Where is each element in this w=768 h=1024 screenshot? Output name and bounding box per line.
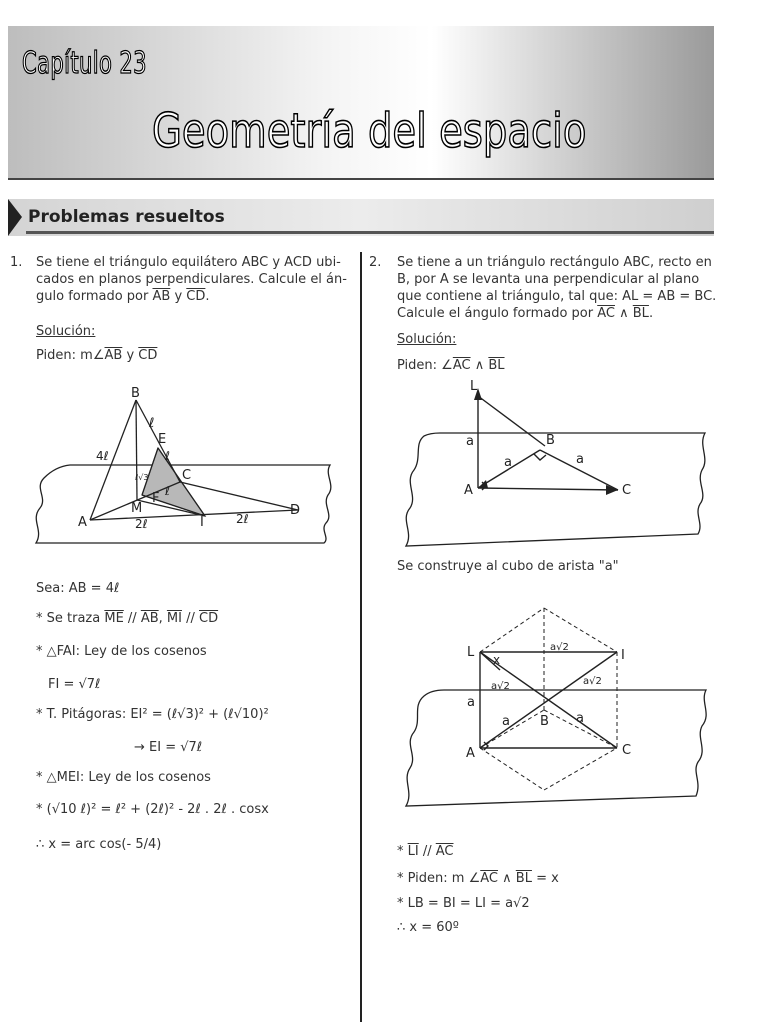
piden2-wedge: ∧ [470,358,489,373]
fig1-label-l3: ℓ [165,484,170,498]
fig2b-label-A: A [466,746,475,761]
conj-y: y [174,289,183,304]
fig2a-label-a2: a [504,455,512,470]
fig2b-label-B: B [540,714,549,729]
period2: . [648,306,654,321]
fig1-label-B: B [131,386,140,401]
step-sea: Sea: AB = 4ℓ [36,581,120,596]
fig2b-label-asq1: a√2 [550,642,569,653]
seg-li: $\overline{LI}$ [407,844,419,859]
fig2b-label-C: C [622,743,632,758]
piden-prefix: Piden: m∠ [36,348,105,363]
problem2-piden [397,357,505,374]
par2: // [181,611,199,626]
cube-text: Se construye al cubo de arista "a" [397,559,619,574]
fig1-label-E: E [158,432,167,447]
problem1-solution-label: Solución: [36,324,96,339]
problem1-figure [30,380,340,550]
problem2-solution-label: Solución: [397,332,457,347]
problem2-line4-text: Calcule el ángulo formado por [397,306,594,321]
step-mei: * △MEI: Ley de los cosenos [36,770,211,785]
problem2-number: 2. [369,255,382,270]
seg-ac2: $\overline{AC}$ [435,844,454,859]
fig2a-label-A: A [464,483,473,498]
step-fi: FI = √7ℓ [48,677,101,692]
traza-prefix: * Se traza [36,611,105,626]
section-underline [26,231,714,234]
section-title: Problemas resueltos [28,207,225,227]
fig1-label-l1: ℓ [149,416,155,431]
step-therefore: ∴ x = arc cos(- 5/4) [36,837,162,852]
fig1-label-D: D [290,503,301,518]
fig2a-label-C: C [622,483,632,498]
fig2b-label-a2: a [502,714,510,729]
problem2-figure1 [400,378,720,548]
wedge: ∧ [614,306,633,321]
fig2a-label-a1: a [466,434,474,449]
piden2-prefix: Piden: ∠ [397,358,453,373]
seg-mi: $\overline{MI}$ [166,611,182,626]
comma: , [158,611,167,626]
segment-ab: $\overline{AB}$ [152,289,171,304]
segment-cd: $\overline{CD}$ [186,289,206,304]
fig1-label-C: C [182,468,192,483]
step2-therefore: ∴ x = 60º [397,920,459,935]
fig2b-label-a1: a [467,695,475,710]
li-prefix: * [397,844,408,859]
period: . [205,289,210,304]
seg-cd2: $\overline{CD}$ [199,611,219,626]
seg-ab2: $\overline{AB}$ [140,611,159,626]
fig1-label-2l-2: 2ℓ [236,512,249,526]
problem1-piden [36,347,157,364]
problem2-figure2 [400,600,720,815]
section-arrow-icon [8,199,22,236]
par1: // [123,611,141,626]
fig1-label-F: F [152,491,160,506]
problem2-line2: B, por A se levanta una perpendicular al plano [397,272,700,287]
piden2-bl: $\overline{BL}$ [488,358,505,373]
step2-lb: * LB = BI = LI = a√2 [397,896,530,911]
step-traza [36,610,218,627]
piden3-ac: $\overline{AC}$ [480,871,498,886]
piden3-eq: = x [531,871,559,886]
problem1-line1: Se tiene el triángulo equilátero ABC y ACD ubi- [36,255,341,270]
problem2-line1: Se tiene a un triángulo rectángulo ABC, recto en [397,255,712,270]
seg-me: $\overline{ME}$ [104,611,124,626]
problem1-line3 [36,288,210,305]
fig2b-label-L: L [467,645,475,660]
fig1-label-A: A [78,515,87,530]
fig1-label-2l-1: 2ℓ [135,517,148,531]
problem1-line3-text: gulo formado por [36,289,149,304]
fig2b-label-a3: a [576,711,584,726]
step2-li [397,843,454,860]
step-pitagoras: * T. Pitágoras: EI² = (ℓ√3)² + (ℓ√10)² [36,707,269,722]
fig1-label-lsqrt3: ℓ√3 [135,473,149,482]
piden3-bl: $\overline{BL}$ [515,871,532,886]
fig2b-label-x: x [493,653,501,667]
li-par: // [418,844,436,859]
chapter-number: Capítulo 23 [22,46,147,81]
piden3-prefix: * Piden: m ∠ [397,871,481,886]
problem1-number: 1. [10,255,23,270]
fig1-label-l2: ℓ [165,449,170,463]
step-equation: * (√10 ℓ)² = ℓ² + (2ℓ)² - 2ℓ . 2ℓ . cosx [36,802,269,817]
fig2b-label-I: I [621,648,625,663]
fig2b-label-asq2: a√2 [491,681,510,692]
piden-ab: $\overline{AB}$ [104,348,123,363]
segment-bl: $\overline{BL}$ [632,306,649,321]
fig1-label-M: M [131,501,143,516]
piden-cd: $\overline{CD}$ [138,348,158,363]
fig1-label-I: I [200,515,204,530]
piden3-wedge: ∧ [498,871,516,886]
chapter-title: Geometría del espacio [152,104,587,159]
column-divider [360,252,362,1022]
piden2-ac: $\overline{AC}$ [452,358,471,373]
step-fai: * △FAI: Ley de los cosenos [36,644,207,659]
step-ei: → EI = √7ℓ [134,740,203,755]
fig2a-label-L: L [470,379,478,394]
fig2a-label-a3: a [576,452,584,467]
problem2-line3: que contiene al triángulo, tal que: AL = AB = BC. [397,289,717,304]
fig1-label-4l: 4ℓ [96,449,109,463]
problem2-line4 [397,305,653,322]
problem1-line2: cados en planos perpendiculares. Calcule el án- [36,272,347,287]
step2-piden [397,870,559,887]
fig2b-label-asq3: a√2 [583,676,602,687]
piden-y: y [122,348,139,363]
segment-ac: $\overline{AC}$ [597,306,615,321]
fig2a-label-B: B [546,433,555,448]
